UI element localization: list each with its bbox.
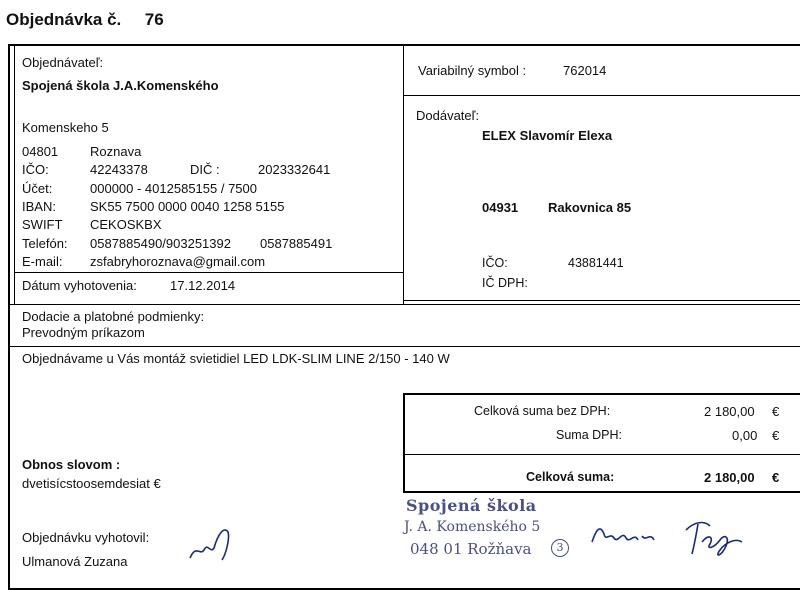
orderer-dic-label: DIČ : xyxy=(190,162,220,177)
orderer-box-divider xyxy=(403,44,404,304)
orderer-email-label: E-mail: xyxy=(22,254,63,269)
orderer-city: Roznava xyxy=(90,144,142,159)
orderer-heading: Objednávateľ: xyxy=(22,55,104,70)
orderer-iban-label: IBAN: xyxy=(22,199,56,214)
vat-value: 0,00 xyxy=(732,428,758,443)
stamp-line-3: 048 01 Rožňava xyxy=(410,540,532,558)
supplier-zip: 04931 xyxy=(482,200,519,215)
director-signature xyxy=(590,512,760,562)
issue-date-value: 17.12.2014 xyxy=(170,278,236,293)
vat-currency: € xyxy=(772,428,780,443)
net-total-value: 2 180,00 xyxy=(704,404,755,419)
delivery-label: Dodacie a platobné podmienky: xyxy=(22,309,205,324)
orderer-iban: SK55 7500 0000 0040 1258 5155 xyxy=(90,199,285,214)
orderer-email: zsfabryhoroznava@gmail.com xyxy=(90,254,266,269)
in-words-label: Obnos slovom : xyxy=(22,457,121,472)
orderer-ico-label: IČO: xyxy=(22,162,49,177)
orderer-dic: 2023332641 xyxy=(258,162,331,177)
supplier-ico-label: IČO: xyxy=(482,256,508,270)
section-divider-2 xyxy=(8,346,800,347)
orderer-name: Spojená škola J.A.Komenského xyxy=(22,78,219,93)
grand-total-currency: € xyxy=(772,470,780,485)
grand-total-label: Celková suma: xyxy=(526,470,615,484)
orderer-inner-left xyxy=(14,44,15,304)
stamp-number: 3 xyxy=(551,539,569,557)
orderer-account-label: Účet: xyxy=(22,181,53,196)
orderer-phone: 0587885490/903251392 xyxy=(90,236,231,251)
order-description: Objednávame u Vás montáž svietidiel LED LDK-SLIM LINE 2/150 - 140 W xyxy=(22,351,450,366)
issue-date-label: Dátum vyhotovenia: xyxy=(22,278,137,293)
orderer-swift-label: SWIFT xyxy=(22,217,63,232)
in-words-value: dvetisícstoosemdesiat € xyxy=(22,476,161,491)
variable-symbol-value: 762014 xyxy=(563,63,607,78)
supplier-top-line xyxy=(403,95,800,96)
orderer-account: 000000 - 4012585155 / 7500 xyxy=(90,181,257,196)
net-total-label: Celková suma bez DPH: xyxy=(474,404,611,418)
supplier-bottom-line xyxy=(403,300,800,301)
supplier-ico: 43881441 xyxy=(568,256,624,270)
supplier-heading: Dodávateľ: xyxy=(416,108,480,123)
grand-total-value: 2 180,00 xyxy=(704,470,755,485)
orderer-swift: CEKOSKBX xyxy=(90,217,162,232)
delivery-value: Prevodným príkazom xyxy=(22,325,145,340)
totals-divider xyxy=(403,454,800,455)
stamp-line-1: Spojená škola xyxy=(406,496,537,515)
date-divider xyxy=(14,272,403,273)
vat-label: Suma DPH: xyxy=(556,428,622,442)
orderer-zip: 04801 xyxy=(22,144,59,159)
issued-by-name: Ulmanová Zuzana xyxy=(22,554,128,569)
stamp-line-2: J. A. Komenského 5 xyxy=(404,519,541,535)
title-label: Objednávka č. xyxy=(6,10,122,29)
orderer-street: Komenskeho 5 xyxy=(22,120,109,135)
page-title xyxy=(6,10,164,30)
issued-by-label: Objednávku vyhotovil: xyxy=(22,530,150,545)
variable-symbol-label: Variabilný symbol : xyxy=(418,63,527,78)
supplier-name: ELEX Slavomír Elexa xyxy=(482,128,613,143)
net-total-currency: € xyxy=(772,404,780,419)
orderer-ico: 42243378 xyxy=(90,162,148,177)
orderer-phone-label: Telefón: xyxy=(22,236,68,251)
section-divider-1 xyxy=(8,304,800,305)
orderer-fax: 0587885491 xyxy=(260,236,333,251)
order-number: 76 xyxy=(144,10,164,29)
issuer-signature xyxy=(186,524,238,564)
supplier-street: Rakovnica 85 xyxy=(548,200,632,215)
supplier-vat-label: IČ DPH: xyxy=(482,276,528,290)
